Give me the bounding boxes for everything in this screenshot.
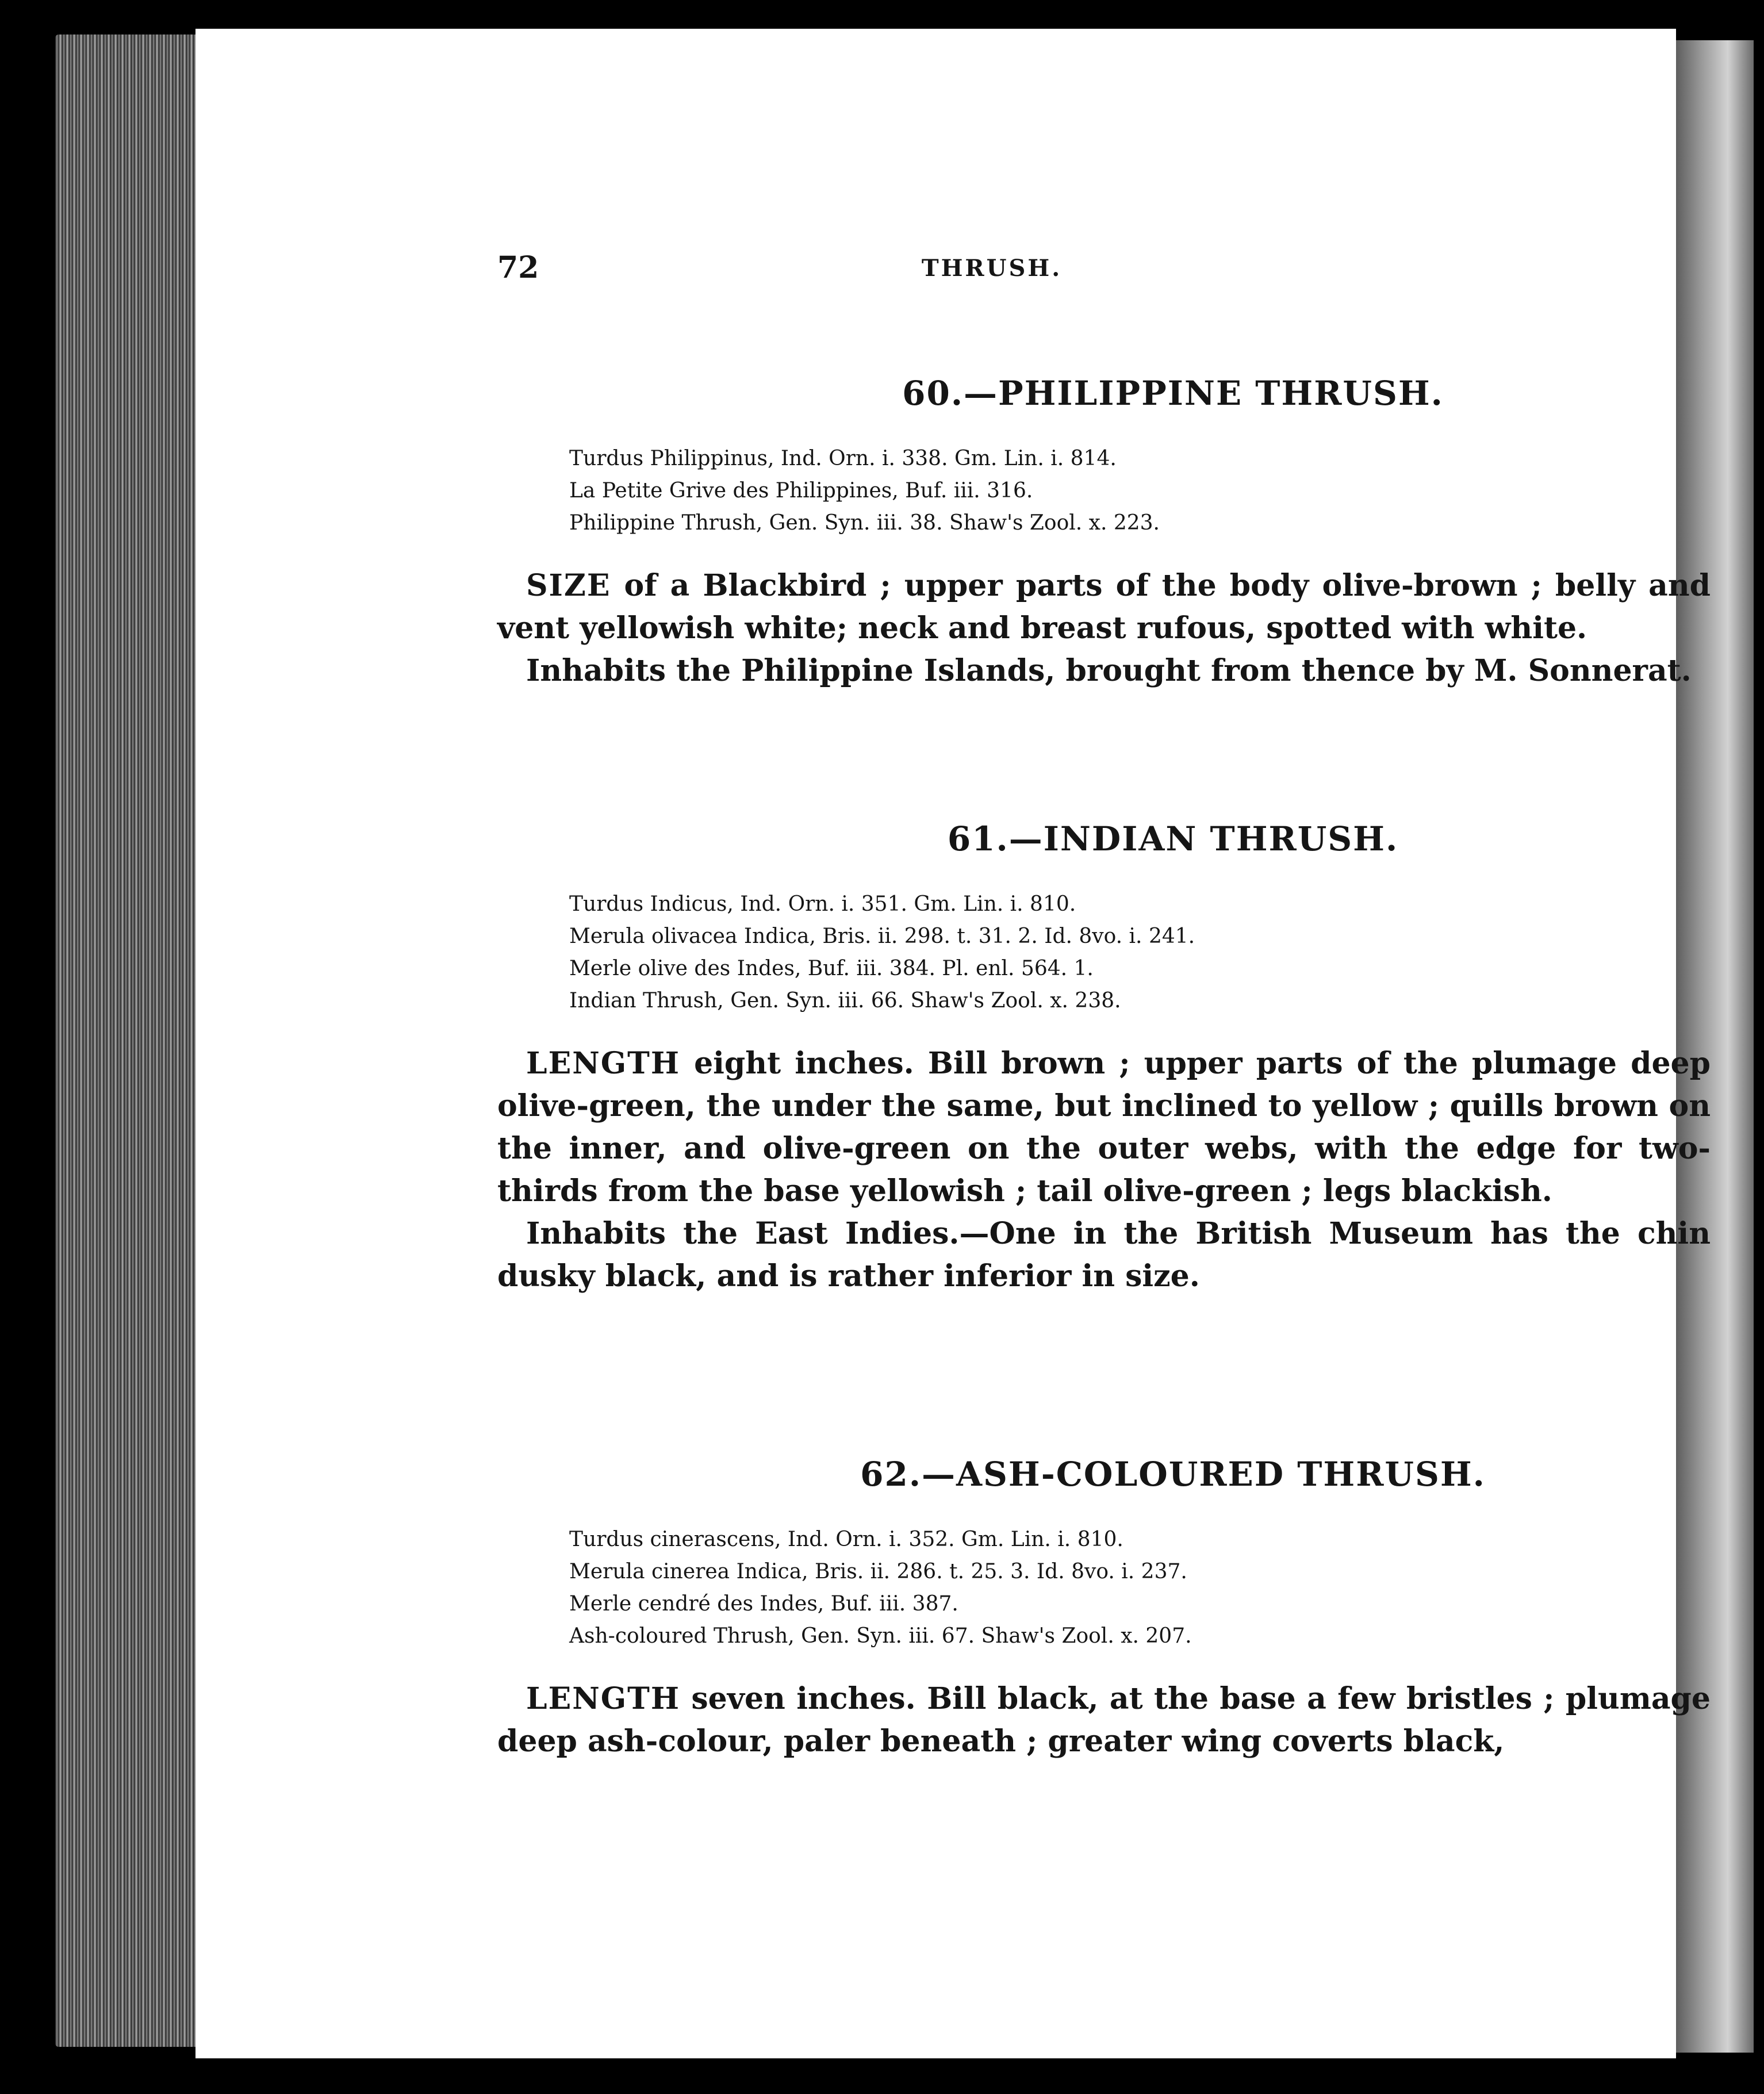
- running-title: THRUSH.: [921, 255, 1063, 282]
- synonym-line: Turdus Philippinus, Ind. Orn. i. 338. Gm. Lin. i. 814.: [569, 447, 1117, 470]
- entry-indian-thrush: [497, 819, 1711, 1298]
- description-paragraph: [497, 565, 1711, 650]
- description-text: of a Blackbird ; upper parts of the body olive-brown ; belly and vent yellowish white; neck and breast rufous, spotted with white.: [497, 568, 1711, 646]
- entry-heading: 61.—INDIAN THRUSH.: [947, 819, 1399, 858]
- habitat-paragraph: Inhabits the Philippine Islands, brought from thence by M. Sonnerat.: [526, 653, 1692, 688]
- description-text: seven inches. Bill black, at the base a few bristles ; plumage deep ash-colour, paler beneath ; greater wing coverts black,: [497, 1681, 1711, 1759]
- synonym-list: [497, 443, 1711, 539]
- description-paragraph: [497, 1678, 1711, 1763]
- synonym-line: Ash-coloured Thrush, Gen. Syn. iii. 67. Shaw's Zool. x. 207.: [569, 1624, 1192, 1648]
- description-lead: LENGTH: [526, 1681, 680, 1716]
- synonym-line: Merula olivacea Indica, Bris. ii. 298. t. 31. 2. Id. 8vo. i. 241.: [569, 925, 1195, 948]
- synonym-list: [497, 888, 1711, 1017]
- synonym-line: Indian Thrush, Gen. Syn. iii. 66. Shaw's Zool. x. 238.: [569, 989, 1121, 1013]
- description-lead: SIZE: [526, 568, 611, 603]
- book-page: [195, 29, 1711, 2058]
- synonym-line: Merula cinerea Indica, Bris. ii. 286. t. 25. 3. Id. 8vo. i. 237.: [569, 1560, 1187, 1583]
- entry-philippine-thrush: [497, 374, 1711, 692]
- synonym-line: Philippine Thrush, Gen. Syn. iii. 38. Shaw's Zool. x. 223.: [569, 511, 1160, 535]
- synonym-line: Turdus Indicus, Ind. Orn. i. 351. Gm. Lin. i. 810.: [569, 892, 1076, 916]
- synonym-line: Merle cendré des Indes, Buf. iii. 387.: [569, 1592, 958, 1616]
- synonym-line: Turdus cinerascens, Ind. Orn. i. 352. Gm. Lin. i. 810.: [569, 1528, 1123, 1551]
- habitat-paragraph: Inhabits the East Indies.—One in the British Museum has the chin dusky black, and is rather inferior in size.: [497, 1216, 1711, 1294]
- synonym-line: Merle olive des Indes, Buf. iii. 384. Pl. enl. 564. 1.: [569, 957, 1094, 980]
- description-lead: LENGTH: [526, 1046, 680, 1081]
- synonym-line: La Petite Grive des Philippines, Buf. iii. 316.: [569, 479, 1033, 503]
- running-head: [497, 250, 1486, 302]
- description-text: eight inches. Bill brown ; upper parts of the plumage deep olive-green, the under the same, but inclined to yellow ; quills brown on the inner, and olive-green on the outer webs, with the edge for two-thirds from the base yellowish ; tail olive-green ; legs blackish.: [497, 1046, 1711, 1209]
- entry-ash-coloured-thrush: [497, 1455, 1711, 1763]
- entry-heading: 62.—ASH-COLOURED THRUSH.: [860, 1455, 1486, 1494]
- page-number: 72: [497, 250, 539, 285]
- book-edge-left: [55, 34, 199, 2047]
- description-paragraph: [497, 1042, 1711, 1213]
- synonym-list: [497, 1524, 1711, 1652]
- entry-heading: 60.—PHILIPPINE THRUSH.: [902, 374, 1444, 413]
